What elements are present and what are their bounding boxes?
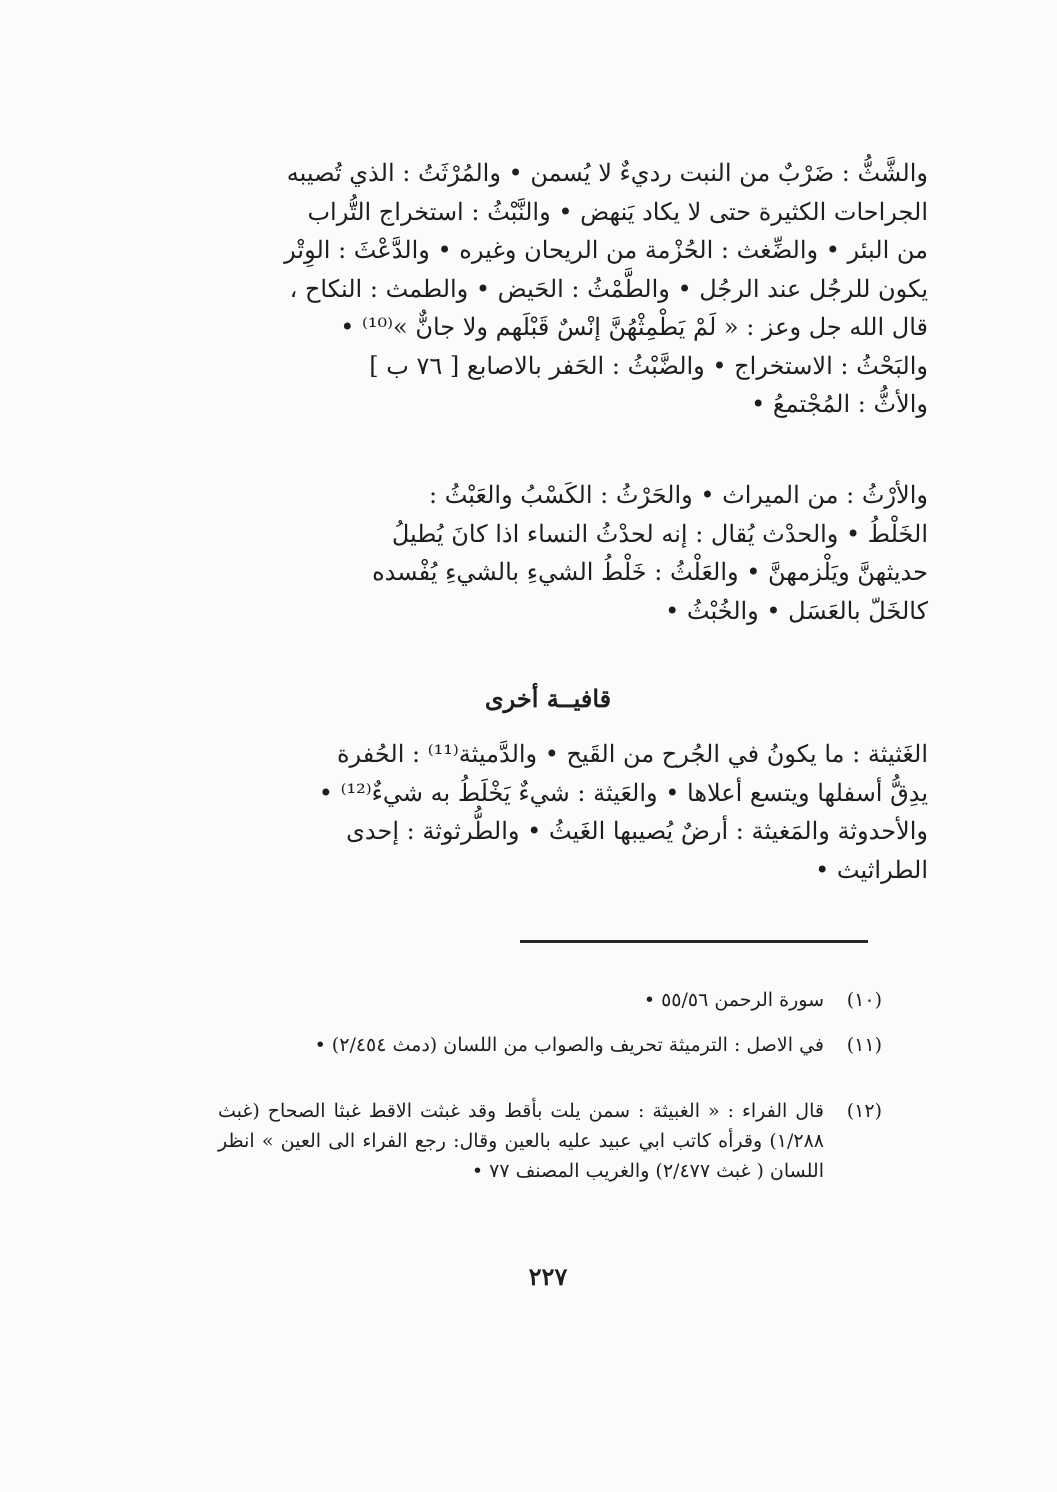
page-number: ٢٢٧ — [528, 1262, 568, 1291]
text-line: من البئر • والضِّغث : الحُزْمة من الريحان وغيره • والدَّعْثَ : الوِتْر — [284, 236, 928, 264]
text-line: والشَّثُّ : ضَرْبٌ من النبت رديءٌ لا يُسمن • والمُرْثَتُ : الذي تُصيبه — [286, 159, 928, 187]
text-line: والأحدوثة والمَغيثة : أرضٌ يُصيبها الغَيثُ • والطُّرثوثة : إحدى — [346, 817, 928, 845]
text-line: يدِقُّ أسفلها ويتسع أعلاها • والعَيثة : شيءٌ يَخْلَطُ به شيءٌ⁽¹²⁾ • — [318, 778, 928, 807]
paragraph-2 — [168, 476, 928, 630]
text-line: يكون للرجُل عند الرجُل • والطَّمْثُ : الحَيض • والطمث : النكاح ، — [289, 274, 928, 303]
footnote-12 — [218, 1096, 882, 1186]
footnote-text: في الاصل : الترميثة تحريف والصواب من اللسان (دمث ٢/٤٥٤) • — [314, 1034, 824, 1056]
footnote-number: (١١) — [846, 1034, 882, 1056]
footnote-11 — [218, 1030, 882, 1060]
section-heading: قافيــة أخرى — [484, 684, 612, 713]
text-line: حديثهنَّ ويَلْزمهنَّ • والعَلْثُ : خَلْطُ الشيءِ بالشيءِ يُفْسده — [372, 558, 928, 586]
footnote-number: (١٢) — [846, 1100, 882, 1122]
footnote-text: قال الفراء : « الغبيثة : سمن يلت بأقط وقد غبثت الاقط غبثا الصحاح (غبث ١/٢٨٨) وقرأه كاتب ابي عبيد عليه بالعين وقال: رجع الفراء الى العين » انظر اللسان ( غبث ٢/٤٧٧) والغريب المصنف ٧٧ • — [218, 1100, 824, 1182]
text-line: الغَثيثة : ما يكونُ في الجُرح من القَيح • والدَّميثة⁽¹¹⁾ : الحُفرة — [336, 740, 928, 768]
text-line: الجراحات الكثيرة حتى لا يكاد يَنهض • والنَّبْثُ : استخراج التُّراب — [307, 197, 928, 226]
text-line: والبَحْثُ : الاستخراج • والضَّبْثُ : الحَفر بالاصابع [ ٧٦ ب ] — [369, 351, 928, 380]
paragraph-1 — [168, 154, 928, 424]
footnote-number: (١٠) — [846, 989, 882, 1011]
paragraph-3 — [168, 735, 928, 889]
text-line: الطراثيث • — [815, 855, 928, 884]
text-line: والأرْثُ : من الميراث • والحَرْثُ : الكَسْبُ والعَبْثُ : — [429, 481, 928, 509]
footnote-10 — [218, 985, 882, 1015]
text-line: الخَلْطُ • والحدْث يُقال : إنه لحدْثُ النساء اذا كانَ يُطيلُ — [391, 519, 928, 548]
text-line: كالخَلّ بالعَسَل • والخُبْثُ • — [665, 596, 928, 625]
footnote-text: سورة الرحمن ٥٥/٥٦ • — [643, 989, 824, 1011]
text-line: قال الله جل وعز : « لَمْ يَطْمِثْهُنَّ إنْسٌ قَبْلَهم ولا جانٌّ »⁽¹⁰⁾ • — [340, 313, 928, 341]
text-line: والأثُّ : المُجْتمعُ • — [751, 390, 928, 418]
footnote-separator — [520, 940, 868, 943]
